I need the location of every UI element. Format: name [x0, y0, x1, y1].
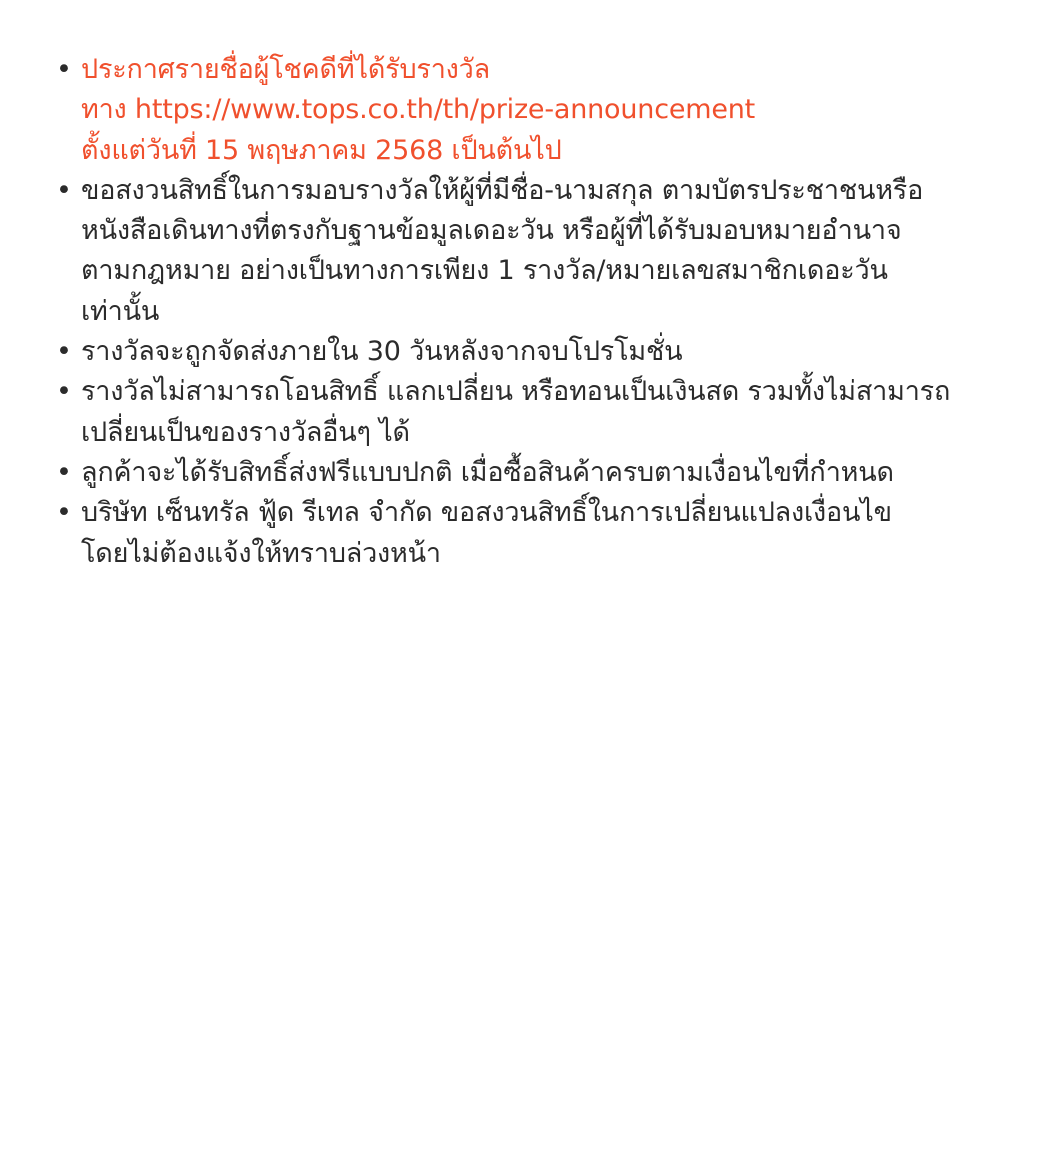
- term-item-prize-announcement: [56, 50, 996, 171]
- term-line: บริษัท เซ็นทรัล ฟู้ด รีเทล จำกัด ขอสงวนสิทธิ์ในการเปลี่ยนแปลงเงื่อนไข: [81, 497, 892, 529]
- term-text: [81, 171, 996, 332]
- term-line: รางวัลไม่สามารถโอนสิทธิ์ แลกเปลี่ยน หรือทอนเป็นเงินสด รวมทั้งไม่สามารถ: [81, 376, 951, 408]
- term-line: รางวัลจะถูกจัดส่งภายใน 30 วันหลังจากจบโปรโมชั่น: [81, 336, 683, 368]
- term-text: [81, 372, 996, 453]
- term-item-non-transferable: [56, 372, 996, 453]
- term-line: เปลี่ยนเป็นของรางวัลอื่นๆ ได้: [81, 416, 410, 448]
- term-line: ประกาศรายชื่อผู้โชคดีที่ได้รับรางวัล: [81, 54, 490, 85]
- term-line: เท่านั้น: [81, 295, 160, 327]
- term-text: [81, 50, 996, 171]
- term-item-free-shipping: [56, 453, 996, 493]
- term-line-url: ทาง https://www.tops.co.th/th/prize-announcement: [81, 94, 756, 126]
- bullet-icon: •: [56, 54, 72, 85]
- term-item-change-conditions: [56, 493, 996, 574]
- term-text: [81, 332, 996, 372]
- bullet-icon: •: [56, 336, 72, 368]
- bullet-icon: •: [56, 497, 72, 529]
- term-line: โดยไม่ต้องแจ้งให้ทราบล่วงหน้า: [81, 537, 441, 569]
- term-line: ขอสงวนสิทธิ์ในการมอบรางวัลให้ผู้ที่มีชื่อ-นามสกุล ตามบัตรประชาชนหรือ: [81, 174, 924, 206]
- terms-and-conditions-list: [56, 50, 996, 574]
- term-line: ลูกค้าจะได้รับสิทธิ์ส่งฟรีแบบปกติ เมื่อซื้อสินค้าครบตามเงื่อนไขที่กำหนด: [81, 456, 894, 488]
- bullet-icon: •: [56, 174, 72, 206]
- bullet-icon: •: [56, 376, 72, 408]
- term-text: [81, 493, 996, 574]
- term-text: [81, 453, 996, 493]
- term-line: ตามกฎหมาย อย่างเป็นทางการเพียง 1 รางวัล/หมายเลขสมาชิกเดอะวัน: [81, 255, 888, 287]
- term-item-eligibility: [56, 171, 996, 332]
- term-item-delivery: [56, 332, 996, 372]
- term-line: หนังสือเดินทางที่ตรงกับฐานข้อมูลเดอะวัน หรือผู้ที่ได้รับมอบหมายอำนาจ: [81, 215, 902, 247]
- bullet-icon: •: [56, 456, 72, 488]
- term-line: ตั้งแต่วันที่ 15 พฤษภาคม 2568 เป็นต้นไป: [81, 134, 562, 166]
